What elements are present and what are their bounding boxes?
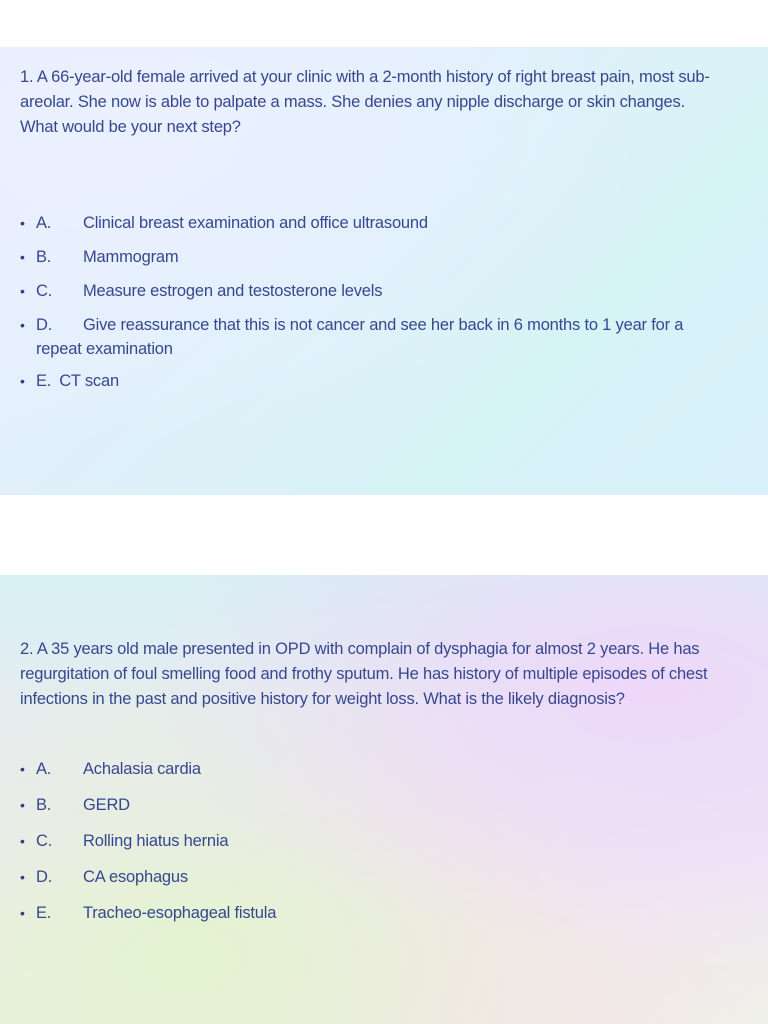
option-text: Give reassurance that this is not cancer and see her back in 6 months to 1 year for a repeat examination bbox=[36, 316, 684, 358]
option-letter: A. bbox=[36, 214, 52, 232]
option-1b bbox=[20, 245, 730, 269]
option-text: CA esophagus bbox=[83, 868, 188, 886]
option-2e bbox=[20, 901, 730, 925]
question-1-options bbox=[20, 211, 730, 403]
option-letter: B. bbox=[36, 248, 52, 266]
option-1d bbox=[20, 313, 730, 361]
bullet-icon: • bbox=[20, 833, 25, 849]
question-2-options bbox=[20, 757, 730, 937]
bullet-icon: • bbox=[20, 373, 25, 389]
option-2c bbox=[20, 829, 730, 853]
bullet-icon: • bbox=[20, 215, 25, 231]
question-2-text: 2. A 35 years old male presented in OPD with complain of dysphagia for almost 2 years. He has regurgitation of foul smelling food and frothy sputum. He has history of multiple episodes of chest infections in the past and positive history for weight loss. What is the likely diagnosis? bbox=[20, 640, 708, 708]
option-letter: A. bbox=[36, 760, 52, 778]
option-letter: C. bbox=[36, 282, 53, 300]
option-text: Tracheo-esophageal fistula bbox=[83, 904, 277, 922]
option-text: Clinical breast examination and office ultrasound bbox=[83, 214, 428, 232]
option-letter: D. bbox=[36, 868, 53, 886]
option-text: Mammogram bbox=[83, 248, 179, 266]
option-text: Rolling hiatus hernia bbox=[83, 832, 229, 850]
question-slide-1 bbox=[0, 47, 768, 495]
option-2a bbox=[20, 757, 730, 781]
option-letter: E. bbox=[36, 904, 52, 922]
question-1-text: 1. A 66-year-old female arrived at your clinic with a 2-month history of right breast pain, most sub-areolar. She now is able to palpate a mass. She denies any nipple discharge or skin changes. What would be your next step? bbox=[20, 68, 710, 136]
option-1c bbox=[20, 279, 730, 303]
option-1a bbox=[20, 211, 730, 235]
option-text: GERD bbox=[83, 796, 130, 814]
bullet-icon: • bbox=[20, 905, 25, 921]
bullet-icon: • bbox=[20, 317, 25, 333]
option-text: Achalasia cardia bbox=[83, 760, 201, 778]
bullet-icon: • bbox=[20, 283, 25, 299]
option-text: Measure estrogen and testosterone levels bbox=[83, 282, 383, 300]
question-slide-2 bbox=[0, 575, 768, 1024]
bullet-icon: • bbox=[20, 797, 25, 813]
option-letter: E. bbox=[36, 372, 52, 390]
option-letter: C. bbox=[36, 832, 53, 850]
option-letter: D. bbox=[36, 316, 53, 334]
option-2d bbox=[20, 865, 730, 889]
option-text: CT scan bbox=[59, 372, 119, 390]
bullet-icon: • bbox=[20, 249, 25, 265]
bullet-icon: • bbox=[20, 869, 25, 885]
option-letter: B. bbox=[36, 796, 52, 814]
bullet-icon: • bbox=[20, 761, 25, 777]
option-1e bbox=[20, 369, 730, 393]
option-2b bbox=[20, 793, 730, 817]
